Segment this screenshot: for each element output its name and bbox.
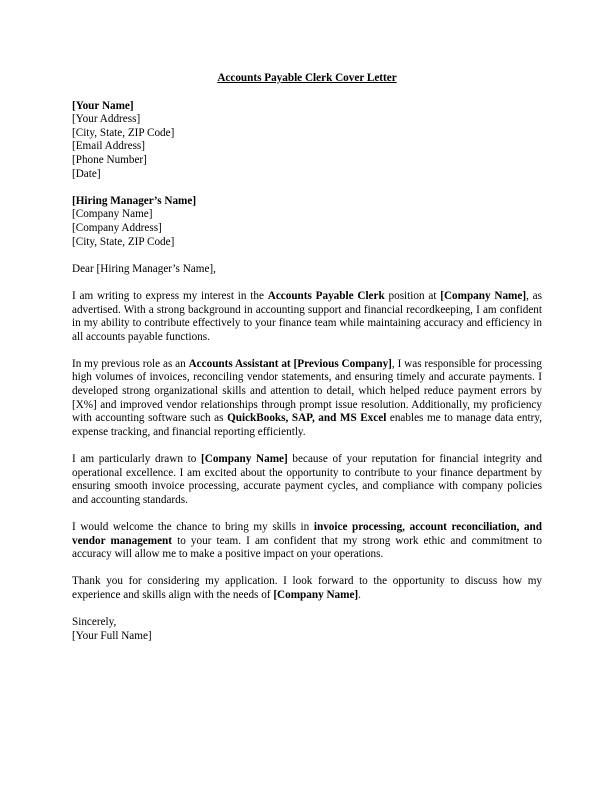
recipient-address: [Company Address] (72, 221, 162, 234)
signature-name: [Your Full Name] (72, 629, 152, 642)
sender-city-state-zip: [City, State, ZIP Code] (72, 126, 175, 139)
salutation: Dear [Hiring Manager’s Name], (72, 262, 216, 275)
recipient-block (72, 195, 542, 249)
sender-email: [Email Address] (72, 140, 146, 153)
recipient-company: [Company Name] (72, 208, 153, 221)
recipient-city-state-zip: [City, State, ZIP Code] (72, 235, 175, 248)
letter-page (72, 72, 542, 643)
closing: Sincerely, (72, 616, 117, 629)
sender-date: [Date] (72, 167, 101, 180)
document-title: Accounts Payable Clerk Cover Letter (217, 72, 397, 84)
sender-address: [Your Address] (72, 113, 141, 126)
paragraph-thanks: Thank you for considering my application. I look forward to the opportunity to discuss how my experience and skills align with the needs of [Company Name]. (72, 575, 542, 601)
closing-block (72, 616, 542, 643)
sender-phone: [Phone Number] (72, 153, 147, 166)
sender-name: [Your Name] (72, 99, 134, 112)
paragraph-skills: I would welcome the chance to bring my skills in invoice processing, account reconciliation, and vendor management to your team. I am confident that my strong work ethic and commitment to accuracy will allow me to make a positive impact on your operations. (72, 521, 542, 561)
paragraph-company-interest: I am particularly drawn to [Company Name] because of your reputation for financial integrity and operational excellence. I am excited about the opportunity to contribute to your finance department by ensuring smooth invoice processing, accurate payment cycles, and compliance with company policies and accounting standards. (72, 453, 542, 506)
paragraph-intro: I am writing to express my interest in the Accounts Payable Clerk position at [Company Name], as advertised. With a strong background in accounting support and financial recordkeeping, I am confident in my ability to contribute effectively to your finance team while maintaining accuracy and efficiency in all accounts payable functions. (72, 289, 542, 343)
sender-block (72, 100, 542, 182)
paragraph-experience: In my previous role as an Accounts Assistant at [Previous Company], I was responsible for processing high volumes of invoices, reconciling vendor statements, and ensuring timely and accurate payments. I developed strong organizational skills and attention to detail, which helped reduce payment errors by [X%] and improved vendor relationships through prompt issue resolution. Additionally, my proficiency with accounting software such as QuickBooks, SAP, and MS Excel enables me to manage data entry, expense tracking, and financial reporting efficiently. (72, 357, 542, 438)
recipient-name: [Hiring Manager’s Name] (72, 194, 197, 207)
